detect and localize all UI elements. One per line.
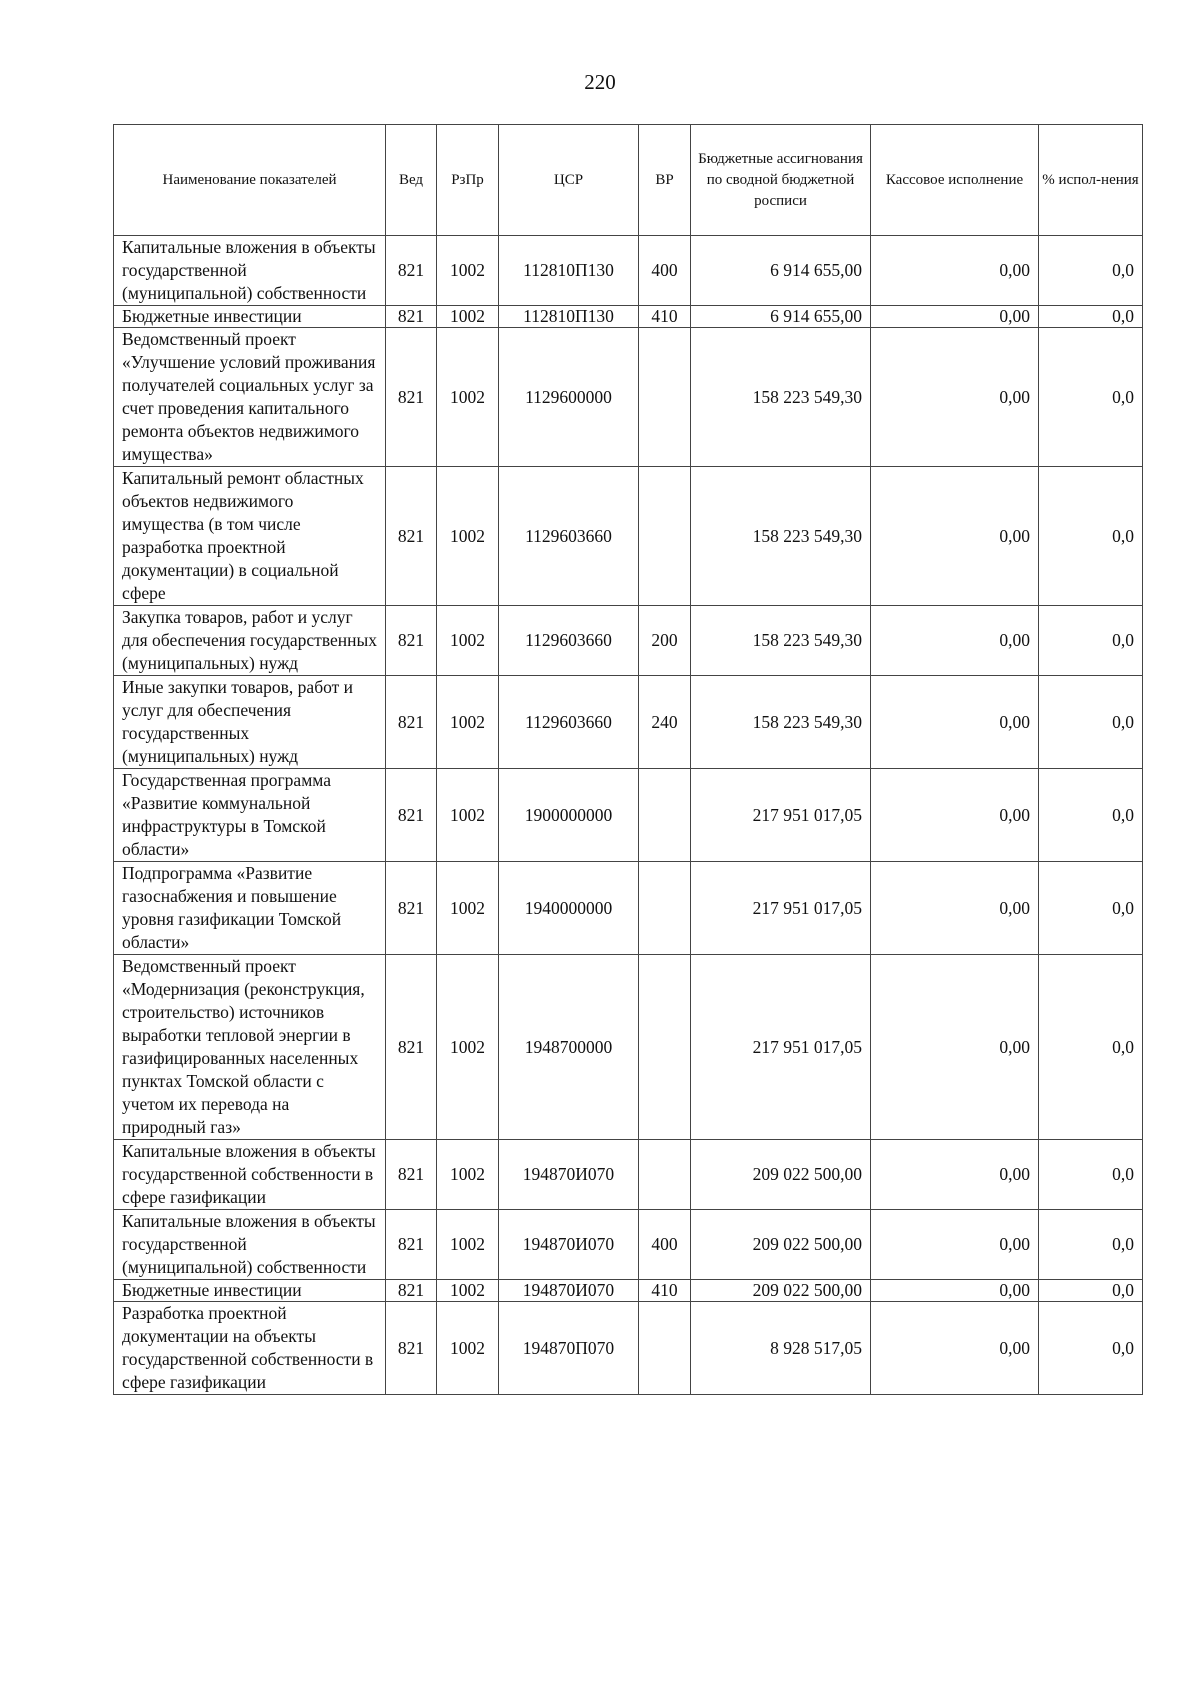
row-csr: 1129603660 [499,467,639,606]
row-pct: 0,0 [1039,467,1143,606]
header-name: Наименование показателей [114,125,386,236]
row-name: Бюджетные инвестиции [114,306,386,328]
row-rzpr: 1002 [437,606,499,676]
row-vr [639,328,691,467]
row-vr [639,955,691,1140]
row-csr: 194870И070 [499,1280,639,1302]
row-pct: 0,0 [1039,955,1143,1140]
row-rzpr: 1002 [437,328,499,467]
row-name: Бюджетные инвестиции [114,1280,386,1302]
row-pct: 0,0 [1039,328,1143,467]
table-row [114,955,1143,1140]
row-budget: 217 951 017,05 [691,955,871,1140]
row-vr: 410 [639,306,691,328]
row-ved: 821 [386,1302,437,1395]
row-ved: 821 [386,1210,437,1280]
row-rzpr: 1002 [437,862,499,955]
row-ved: 821 [386,606,437,676]
row-pct: 0,0 [1039,1280,1143,1302]
row-budget: 8 928 517,05 [691,1302,871,1395]
row-ved: 821 [386,955,437,1140]
row-cash: 0,00 [871,862,1039,955]
row-cash: 0,00 [871,467,1039,606]
row-name: Подпрограмма «Развитие газоснабжения и повышение уровня газификации Томской области» [114,862,386,955]
row-ved: 821 [386,1280,437,1302]
row-csr: 1900000000 [499,769,639,862]
budget-table [113,124,1143,1395]
header-csr: ЦСР [499,125,639,236]
row-vr: 410 [639,1280,691,1302]
row-name: Капитальный ремонт областных объектов недвижимого имущества (в том числе разработка проектной документации) в социальной сфере [114,467,386,606]
header-row [114,125,1143,236]
row-csr: 1129600000 [499,328,639,467]
header-ved: Вед [386,125,437,236]
row-vr: 400 [639,236,691,306]
header-rzpr: РзПр [437,125,499,236]
row-budget: 6 914 655,00 [691,306,871,328]
row-budget: 209 022 500,00 [691,1280,871,1302]
row-csr: 1129603660 [499,606,639,676]
row-budget: 217 951 017,05 [691,769,871,862]
row-name: Ведомственный проект «Модернизация (реконструкция, строительство) источников выработки тепловой энергии в газифицированных населенных пунктах Томской области с учетом их перевода на природный газ» [114,955,386,1140]
row-budget: 158 223 549,30 [691,606,871,676]
row-name: Закупка товаров, работ и услуг для обеспечения государственных (муниципальных) нужд [114,606,386,676]
row-cash: 0,00 [871,676,1039,769]
row-name: Капитальные вложения в объекты государственной собственности в сфере газификации [114,1140,386,1210]
table-row [114,1210,1143,1280]
header-cash: Кассовое исполнение [871,125,1039,236]
row-name: Капитальные вложения в объекты государственной (муниципальной) собственности [114,1210,386,1280]
row-ved: 821 [386,769,437,862]
row-cash: 0,00 [871,306,1039,328]
row-name: Капитальные вложения в объекты государственной (муниципальной) собственности [114,236,386,306]
row-pct: 0,0 [1039,306,1143,328]
row-pct: 0,0 [1039,1302,1143,1395]
row-budget: 158 223 549,30 [691,676,871,769]
row-csr: 194870И070 [499,1140,639,1210]
table-row [114,328,1143,467]
row-pct: 0,0 [1039,769,1143,862]
row-csr: 194870П070 [499,1302,639,1395]
row-vr [639,1140,691,1210]
table-row [114,676,1143,769]
table-row [114,1140,1143,1210]
row-cash: 0,00 [871,1140,1039,1210]
row-budget: 158 223 549,30 [691,467,871,606]
row-csr: 1948700000 [499,955,639,1140]
row-vr [639,769,691,862]
row-ved: 821 [386,1140,437,1210]
row-vr: 400 [639,1210,691,1280]
row-cash: 0,00 [871,1302,1039,1395]
row-cash: 0,00 [871,606,1039,676]
row-cash: 0,00 [871,955,1039,1140]
table-row [114,306,1143,328]
header-budget: Бюджетные ассигнования по сводной бюджетной росписи [691,125,871,236]
row-cash: 0,00 [871,1280,1039,1302]
row-rzpr: 1002 [437,467,499,606]
row-pct: 0,0 [1039,606,1143,676]
row-csr: 1129603660 [499,676,639,769]
row-vr [639,467,691,606]
row-budget: 217 951 017,05 [691,862,871,955]
row-pct: 0,0 [1039,236,1143,306]
row-pct: 0,0 [1039,1140,1143,1210]
row-rzpr: 1002 [437,955,499,1140]
row-rzpr: 1002 [437,1302,499,1395]
row-rzpr: 1002 [437,769,499,862]
row-csr: 112810П130 [499,236,639,306]
table-row [114,769,1143,862]
row-pct: 0,0 [1039,1210,1143,1280]
row-budget: 6 914 655,00 [691,236,871,306]
row-cash: 0,00 [871,769,1039,862]
row-name: Государственная программа «Развитие коммунальной инфраструктуры в Томской области» [114,769,386,862]
row-ved: 821 [386,862,437,955]
table-row [114,606,1143,676]
row-ved: 821 [386,328,437,467]
row-ved: 821 [386,306,437,328]
header-pct: % испол-нения [1039,125,1143,236]
row-pct: 0,0 [1039,676,1143,769]
table-row [114,1302,1143,1395]
row-rzpr: 1002 [437,1140,499,1210]
row-budget: 158 223 549,30 [691,328,871,467]
row-rzpr: 1002 [437,676,499,769]
row-name: Ведомственный проект «Улучшение условий проживания получателей социальных услуг за счет проведения капитального ремонта объектов недвижимого имущества» [114,328,386,467]
row-rzpr: 1002 [437,236,499,306]
row-vr [639,862,691,955]
row-name: Разработка проектной документации на объекты государственной собственности в сфере газификации [114,1302,386,1395]
row-cash: 0,00 [871,328,1039,467]
row-ved: 821 [386,467,437,606]
row-vr: 200 [639,606,691,676]
row-csr: 194870И070 [499,1210,639,1280]
row-budget: 209 022 500,00 [691,1210,871,1280]
row-ved: 821 [386,236,437,306]
row-rzpr: 1002 [437,1280,499,1302]
row-name: Иные закупки товаров, работ и услуг для обеспечения государственных (муниципальных) нужд [114,676,386,769]
row-cash: 0,00 [871,236,1039,306]
header-vr: ВР [639,125,691,236]
row-rzpr: 1002 [437,1210,499,1280]
table-row [114,862,1143,955]
row-pct: 0,0 [1039,862,1143,955]
row-ved: 821 [386,676,437,769]
row-rzpr: 1002 [437,306,499,328]
row-csr: 1940000000 [499,862,639,955]
table-row [114,236,1143,306]
row-csr: 112810П130 [499,306,639,328]
page-number: 220 [584,70,616,94]
row-vr [639,1302,691,1395]
table-row [114,467,1143,606]
row-vr: 240 [639,676,691,769]
row-budget: 209 022 500,00 [691,1140,871,1210]
row-cash: 0,00 [871,1210,1039,1280]
table-row [114,1280,1143,1302]
